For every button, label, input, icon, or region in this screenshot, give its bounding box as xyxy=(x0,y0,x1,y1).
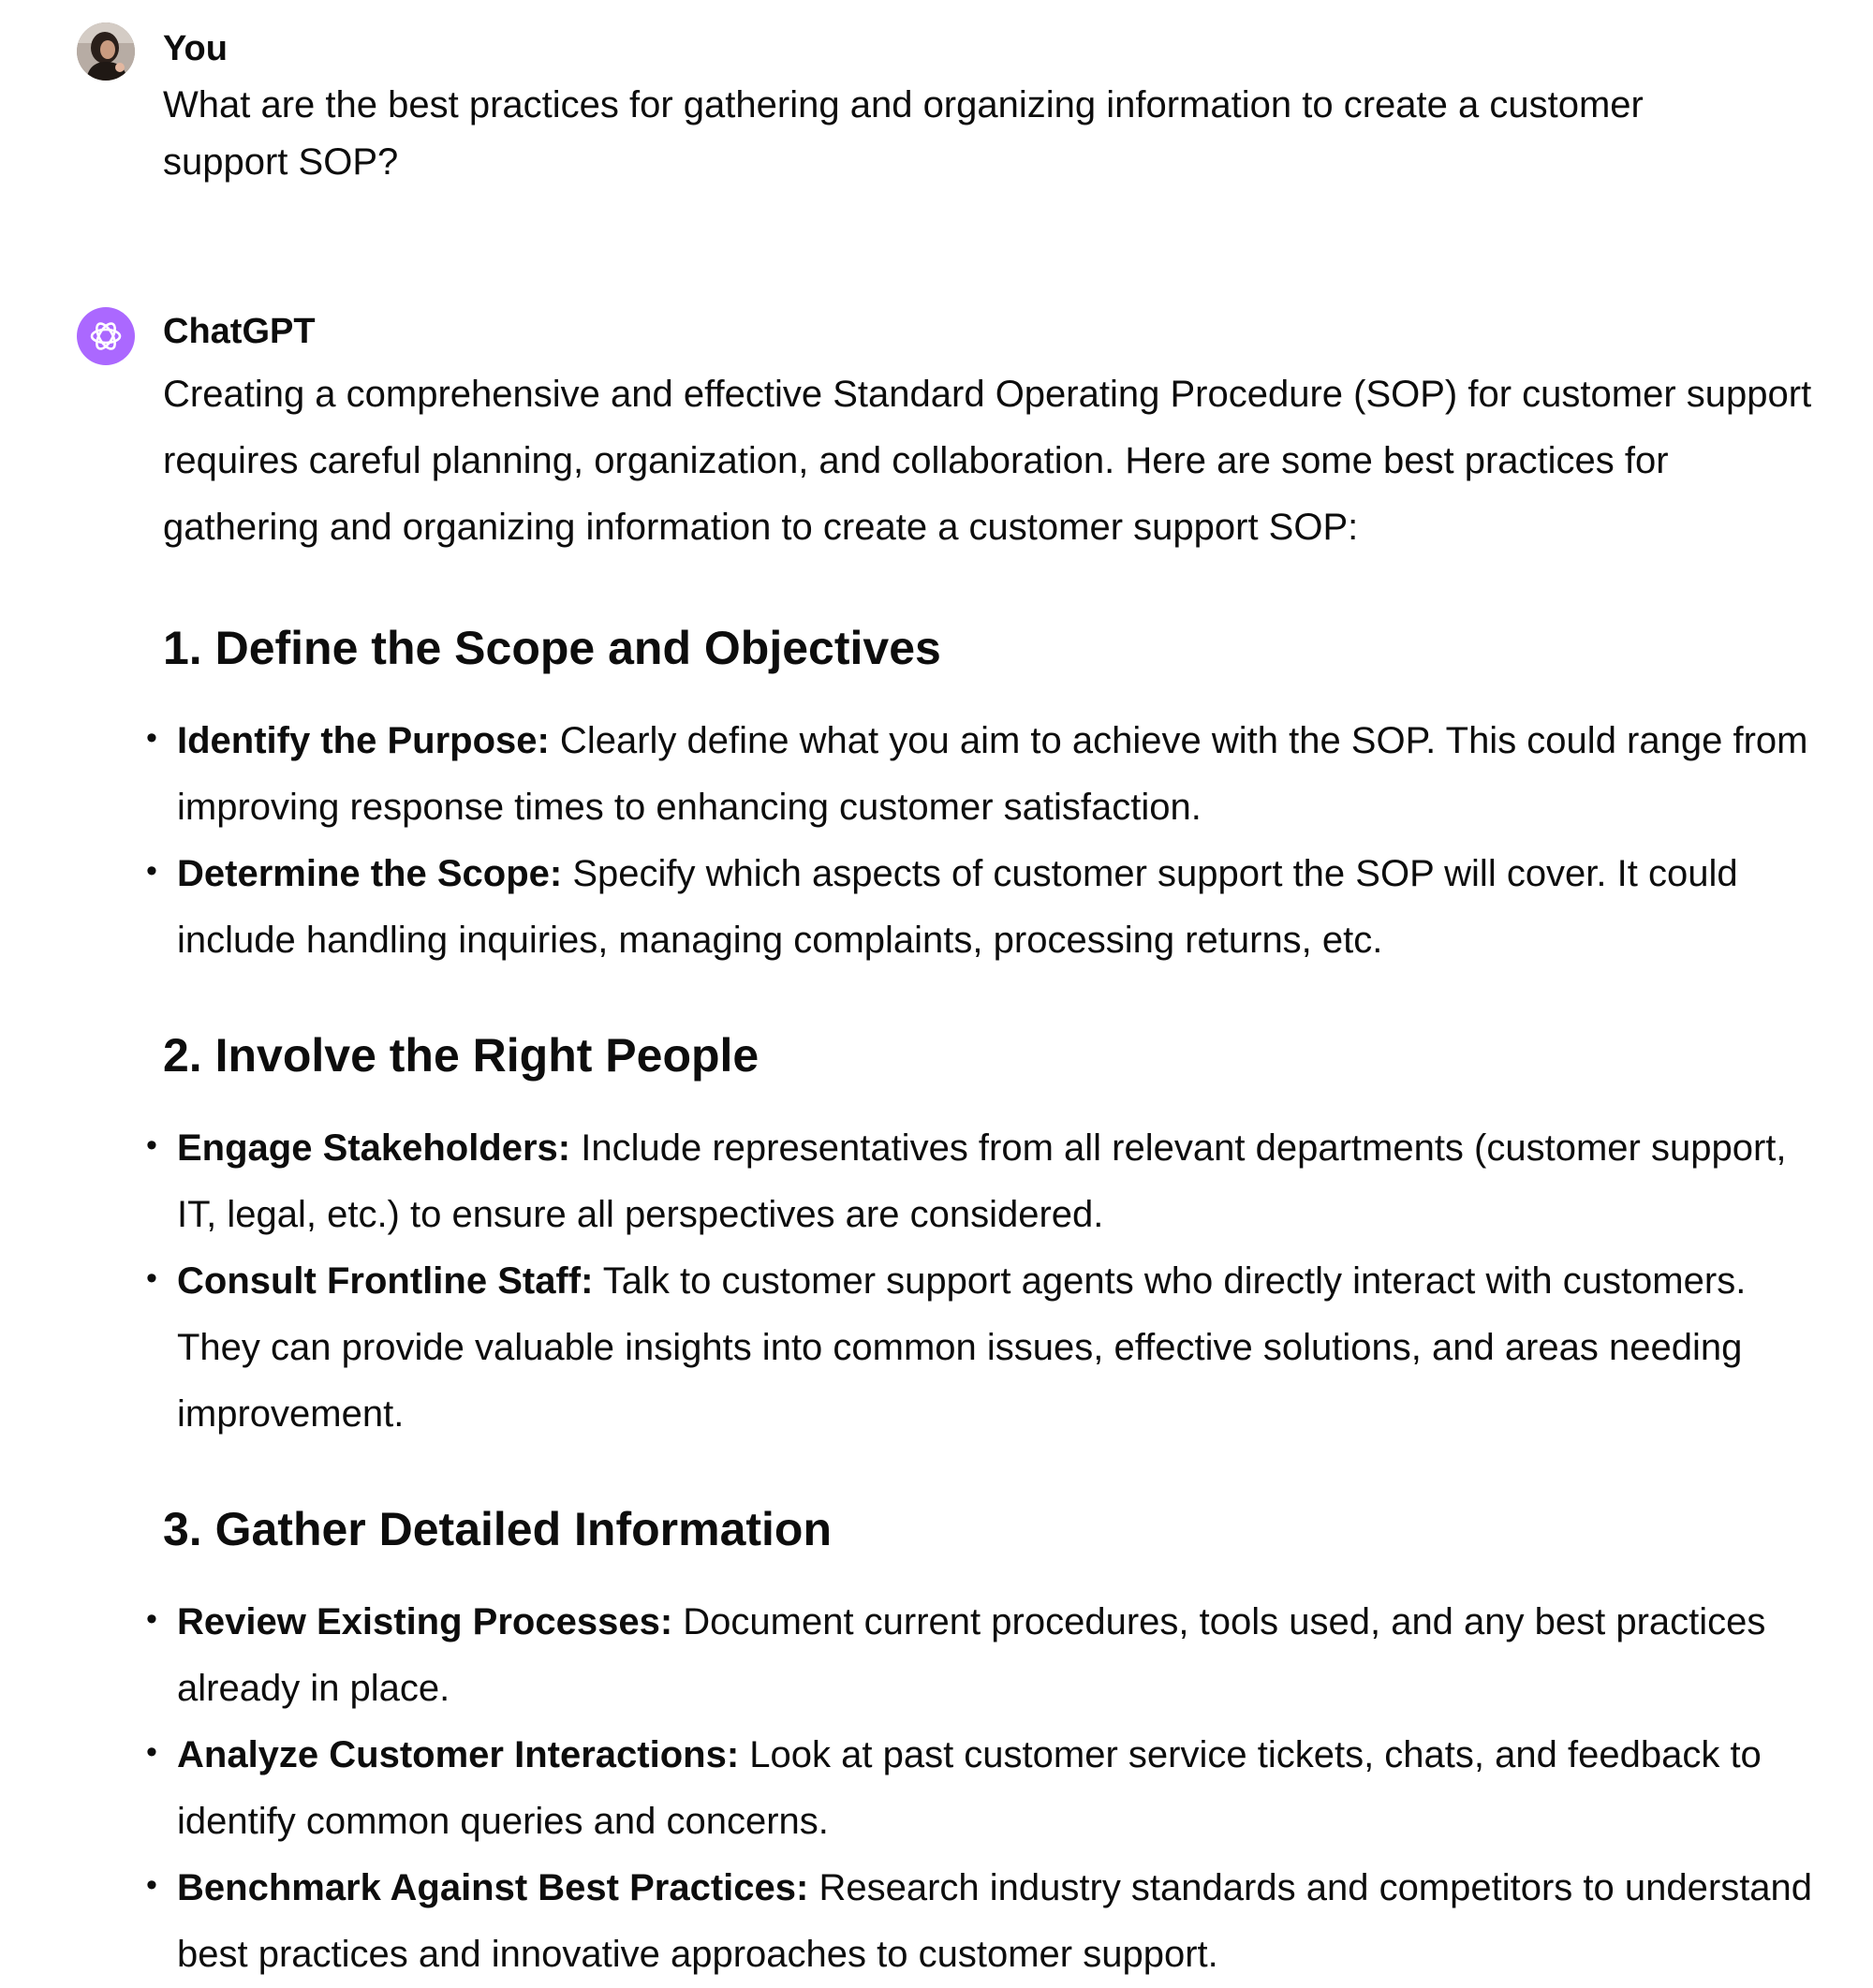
user-photo-icon xyxy=(77,22,135,81)
list-item-text: Research industry standards and competitors to understand best practices and innovative approaches to customer support. xyxy=(177,1867,1813,1975)
list-item xyxy=(146,708,1821,841)
bullet-icon: • xyxy=(146,1734,157,1770)
list-item-text: Talk to customer support agents who directly interact with customers. They can provide valuable insights into common issues, effective solutions, and areas needing improvement. xyxy=(177,1260,1747,1435)
bullet-icon: • xyxy=(146,1127,157,1163)
list-item-text: Specify which aspects of customer support the SOP will cover. It could include handling inquiries, managing complaints, processing returns, etc. xyxy=(177,853,1738,961)
assistant-intro: Creating a comprehensive and effective Standard Operating Procedure (SOP) for customer support requires careful planning, organization, and collaboration. Here are some best practices for gathering and organizing information to create a customer support SOP: xyxy=(163,374,1812,548)
list-item-text: Look at past customer service tickets, chats, and feedback to identify common queries and concerns. xyxy=(177,1734,1762,1842)
bullet-list xyxy=(146,1589,1821,1988)
bullet-list xyxy=(146,1115,1821,1448)
list-item xyxy=(146,841,1821,974)
user-name: You xyxy=(163,29,228,68)
list-item-text: Clearly define what you aim to achieve with the SOP. This could range from improving response times to enhancing customer satisfaction. xyxy=(177,720,1808,828)
section-heading: 1. Define the Scope and Objectives xyxy=(163,622,941,674)
list-item-title: Determine the Scope: xyxy=(177,853,563,894)
list-item xyxy=(146,1855,1821,1988)
list-item xyxy=(146,1115,1821,1248)
list-item xyxy=(146,1722,1821,1855)
list-item-title: Consult Frontline Staff: xyxy=(177,1260,594,1302)
list-item-title: Analyze Customer Interactions: xyxy=(177,1734,740,1775)
list-item xyxy=(146,1589,1821,1722)
chatgpt-logo-icon xyxy=(86,317,125,356)
bullet-icon: • xyxy=(146,1867,157,1903)
list-item-title: Benchmark Against Best Practices: xyxy=(177,1867,809,1908)
bullet-icon: • xyxy=(146,1601,157,1637)
bullet-icon: • xyxy=(146,853,157,889)
user-message-text: What are the best practices for gathering and organizing information to create a customer support SOP? xyxy=(163,84,1644,183)
bullet-icon: • xyxy=(146,1260,157,1296)
list-item-title: Engage Stakeholders: xyxy=(177,1127,571,1169)
list-item-title: Review Existing Processes: xyxy=(177,1601,673,1642)
list-item-text: Include representatives from all relevant departments (customer support, IT, legal, etc.) to ensure all perspectives are considered. xyxy=(177,1127,1787,1235)
assistant-name: ChatGPT xyxy=(163,312,316,351)
list-item-text: Document current procedures, tools used, and any best practices already in place. xyxy=(177,1601,1766,1709)
section-heading: 2. Involve the Right People xyxy=(163,1029,760,1082)
bullet-list xyxy=(146,708,1821,974)
section-heading: 3. Gather Detailed Information xyxy=(163,1503,833,1555)
bullet-icon: • xyxy=(146,720,157,756)
list-item-title: Identify the Purpose: xyxy=(177,720,550,761)
assistant-response xyxy=(146,361,1821,1975)
list-item xyxy=(146,1248,1821,1448)
user-avatar[interactable] xyxy=(77,22,135,81)
assistant-avatar xyxy=(77,307,135,365)
